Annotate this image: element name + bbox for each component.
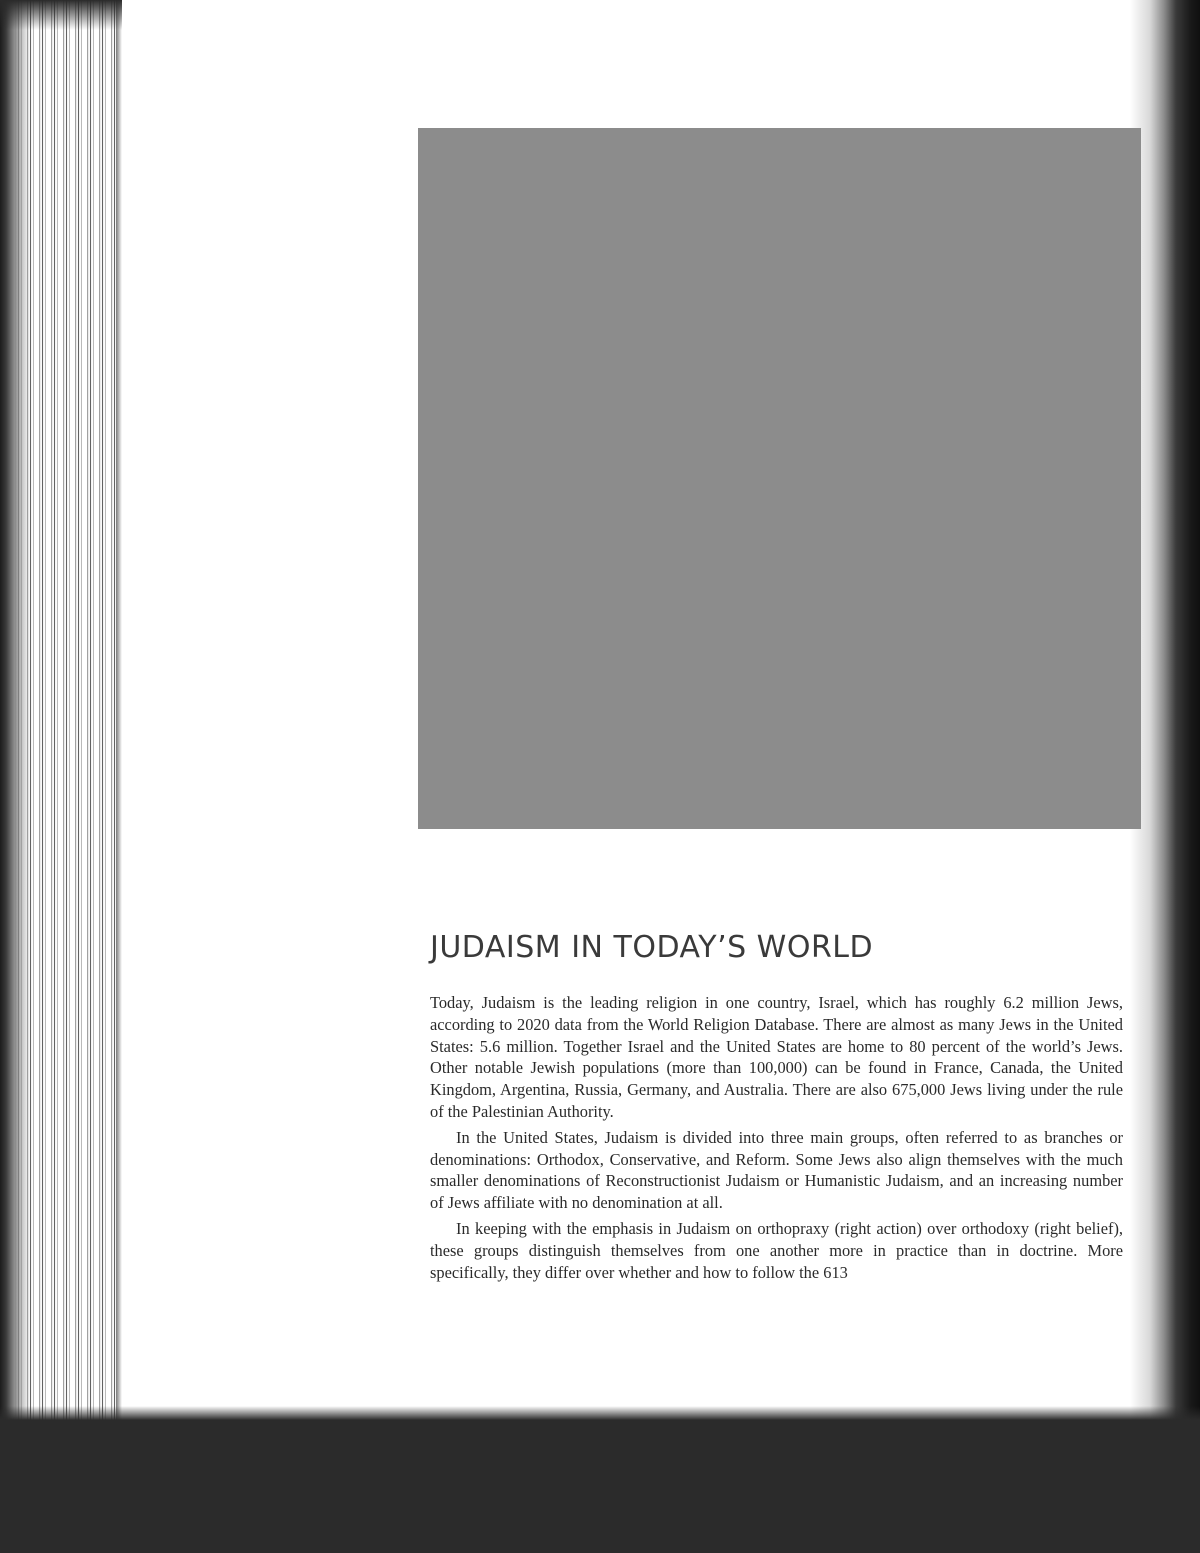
- scan-bottom-shadow: [0, 1420, 1200, 1553]
- article-section: [430, 926, 1123, 1287]
- spine-shadow: [0, 0, 122, 30]
- book-spine-edge: [0, 0, 122, 1553]
- section-heading: JUDAISM IN TODAY’S WORLD: [430, 930, 874, 965]
- photo-placeholder: [418, 128, 1141, 829]
- paragraph-1: Today, Judaism is the leading religion in one country, Israel, which has roughly 6.2 million Jews, according to 2020 data from the World Religion Database. There are almost as many Jews in the United States: 5.6 million. Together Israel and the United States are home to 80 percent of the world’s Jews. Other notable Jewish populations (more than 100,000) can be found in France, Canada, the United Kingdom, Argentina, Russia, Germany, and Australia. There are also 675,000 Jews living under the rule of the Palestinian Authority.: [430, 993, 1123, 1121]
- paragraph-2: In the United States, Judaism is divided into three main groups, often referred to as branches or denominations: Orthodox, Conservative, and Reform. Some Jews also align themselves with the much smaller denominations of Reconstructionist Judaism or Humanistic Judaism, and an increasing number of Jews affiliate with no denomination at all.: [430, 1127, 1123, 1213]
- paragraph-3: In keeping with the emphasis in Judaism on orthopraxy (right action) over orthodoxy (right belief), these groups distinguish themselves from one another more in practice than in doctrine. More specifically, they differ over whether and how to follow the 613: [430, 1218, 1123, 1282]
